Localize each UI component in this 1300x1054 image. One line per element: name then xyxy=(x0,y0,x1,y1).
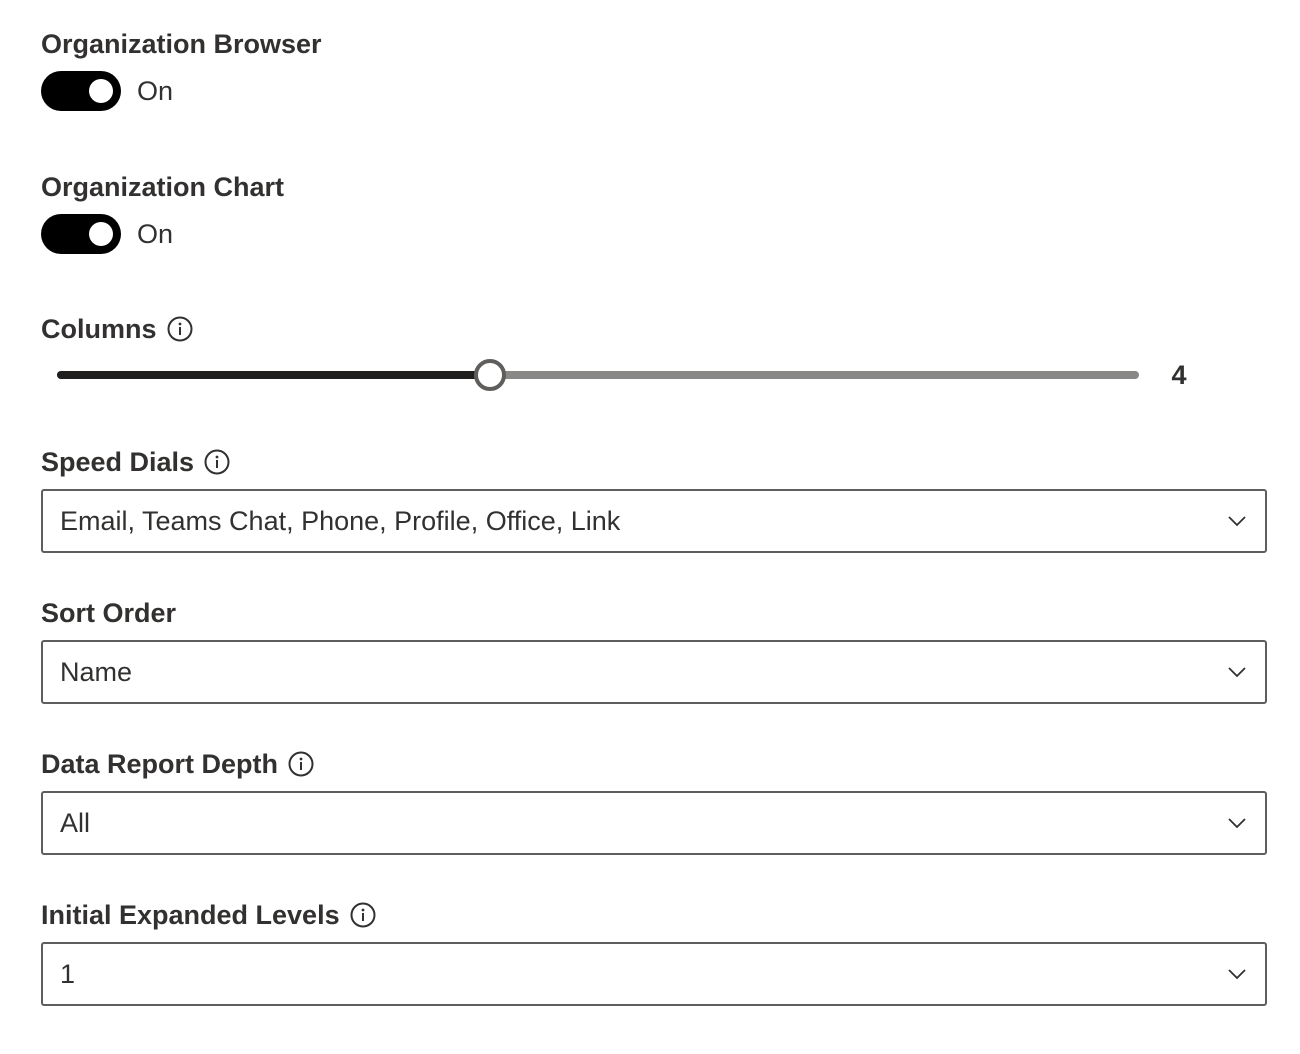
speed-dials-value: Email, Teams Chat, Phone, Profile, Office, Link xyxy=(60,505,621,536)
sort-order-label-text: Sort Order xyxy=(41,597,177,628)
sort-order-label xyxy=(41,595,176,631)
organization-chart-toggle-row xyxy=(41,214,173,254)
chevron-down-icon xyxy=(1225,660,1249,684)
data-report-depth-dropdown[interactable] xyxy=(41,791,1267,855)
columns-label xyxy=(41,311,193,347)
info-icon[interactable] xyxy=(204,449,230,475)
organization-chart-label-text: Organization Chart xyxy=(41,171,285,202)
initial-expanded-levels-dropdown[interactable] xyxy=(41,942,1267,1006)
chevron-down-icon xyxy=(1225,811,1249,835)
columns-slider[interactable] xyxy=(57,358,1139,392)
info-icon[interactable] xyxy=(350,902,376,928)
data-report-depth-label xyxy=(41,746,314,782)
speed-dials-label xyxy=(41,444,230,480)
speed-dials-label-text: Speed Dials xyxy=(41,446,195,477)
data-report-depth-label-text: Data Report Depth xyxy=(41,748,279,779)
info-icon[interactable] xyxy=(288,751,314,777)
organization-browser-toggle-row xyxy=(41,71,173,111)
sort-order-dropdown[interactable] xyxy=(41,640,1267,704)
organization-browser-toggle[interactable] xyxy=(41,71,121,111)
data-report-depth-value: All xyxy=(60,807,91,838)
organization-chart-toggle[interactable] xyxy=(41,214,121,254)
info-icon[interactable] xyxy=(167,316,193,342)
organization-browser-label xyxy=(41,26,322,62)
columns-label-text: Columns xyxy=(41,313,157,344)
chevron-down-icon xyxy=(1225,509,1249,533)
organization-browser-label-text: Organization Browser xyxy=(41,28,322,59)
toggle-knob xyxy=(89,222,113,246)
speed-dials-dropdown[interactable] xyxy=(41,489,1267,553)
slider-thumb[interactable] xyxy=(474,359,506,391)
organization-chart-label xyxy=(41,169,284,205)
initial-expanded-levels-label-text: Initial Expanded Levels xyxy=(41,899,340,930)
initial-expanded-levels-label xyxy=(41,897,376,933)
toggle-knob xyxy=(89,79,113,103)
initial-expanded-levels-value: 1 xyxy=(60,958,76,989)
sort-order-value: Name xyxy=(60,656,133,687)
slider-fill xyxy=(57,371,490,379)
organization-chart-state: On xyxy=(137,218,174,249)
chevron-down-icon xyxy=(1225,962,1249,986)
organization-browser-state: On xyxy=(137,75,174,106)
columns-value: 4 xyxy=(1171,360,1187,390)
